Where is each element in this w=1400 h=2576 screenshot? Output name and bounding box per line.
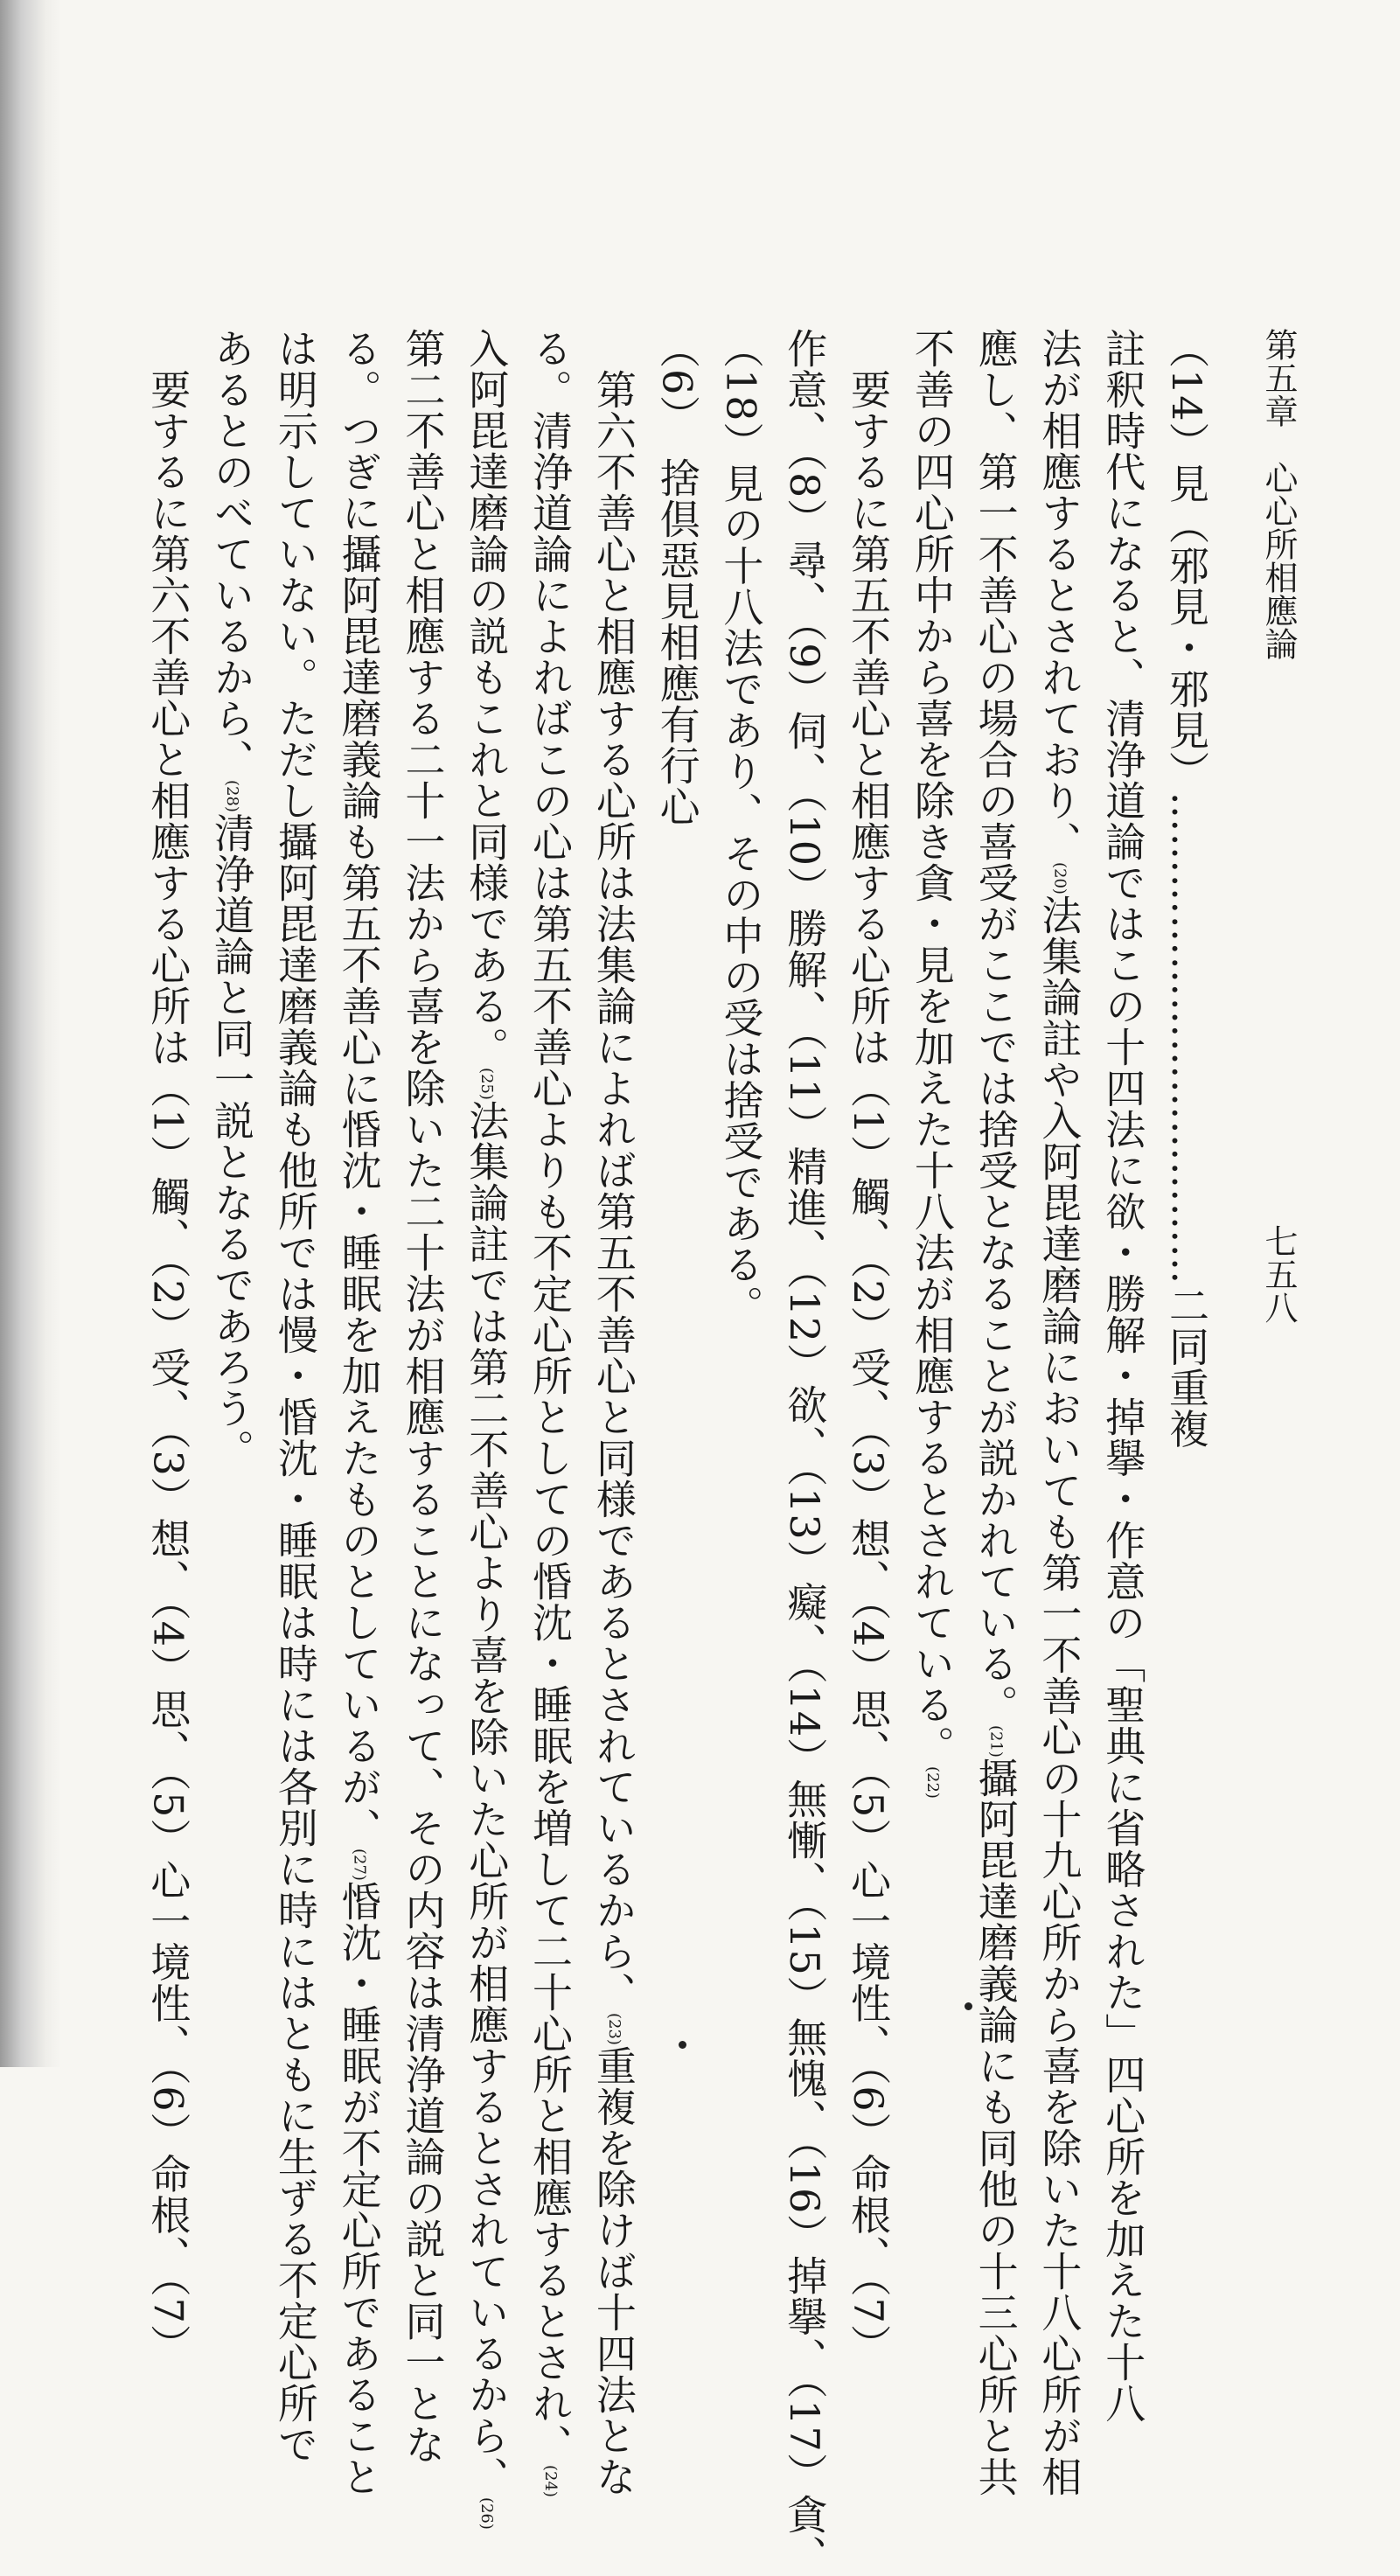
text-line <box>582 328 645 2497</box>
text-line <box>199 328 263 1814</box>
body-text <box>144 328 1218 2576</box>
page-number: 七五八 <box>1259 1224 1298 1324</box>
text-segment: 惛沈・睡眠が不定心所であること <box>335 1880 383 2497</box>
text-segment: は明示していない。ただし攝阿毘達磨義論も他所では慢・惛沈・睡眠は時には各別に時にはともに生ずる不定心所で <box>271 328 319 2465</box>
text-line <box>327 328 391 2497</box>
text-segment: 應し、第一不善心の場合の喜受がここでは捨受となることが説かれている。 <box>972 328 1020 1725</box>
text-segment: 攝阿毘達磨義論にも同他の十三心所と共 <box>972 1757 1020 2497</box>
footnote-marker: (25) <box>477 1068 497 1100</box>
text-line <box>1027 328 1091 2497</box>
text-line <box>772 328 836 2576</box>
text-segment: 作意、（8）尋、（9）伺、（10）勝解、（11）精進、（12）欲、（13）癡、（14）無慚、（15）無愧、（16）掉擧、（17）貪、 <box>781 328 829 2576</box>
footnote-marker: (28) <box>223 780 242 812</box>
text-line <box>836 328 900 2365</box>
running-head: 第五章 心心所相應論 <box>1259 328 1298 660</box>
text-segment: 法が相應するとされており、 <box>1035 328 1083 862</box>
text-line <box>900 328 964 1814</box>
text-segment: 第六不善心と相應する心所は法集論によれば第五不善心と同様であるとされているから、 <box>589 328 637 2013</box>
text-segment: 重複を除けば十四法とな <box>589 2044 637 2497</box>
text-line <box>1154 328 1218 1814</box>
text-line <box>454 328 518 2530</box>
text-segment: 要するに第五不善心と相應する心所は（1）觸、（2）受、（3）想、（4）思、（5）心一境性、（6）命根、（7） <box>845 328 893 2365</box>
text-segment: 要するに第六不善心と相應する心所は（1）觸、（2）受、（3）想、（4）思、（5）心一境性、（6）命根、（7） <box>144 328 192 2365</box>
text-segment: る。清浄道論によればこの心は第五不善心よりも不定心所としての惛沈・睡眠を増して二十心所と相應するとされ、 <box>526 328 575 2465</box>
text-segment: 法集論註では第二不善心より喜を除いた心所が相應するとされているから、 <box>463 1099 511 2497</box>
text-line <box>136 328 199 2365</box>
footnote-marker: (22) <box>923 1766 942 1799</box>
scan-speck <box>965 2002 972 2010</box>
text-line <box>964 328 1027 2497</box>
text-segment: 註釈時代になると、清浄道論ではこの十四法に欲・勝解・掉擧・作意の「聖典に省略された」四心所を加えた十八 <box>1099 328 1147 2424</box>
text-segment: 法集論註や入阿毘達磨論においても第一不善心の十九心所から喜を除いた十八心所が相 <box>1035 894 1083 2497</box>
scan-speck <box>679 2041 686 2049</box>
text-segment: （18）見の十八法であり、その中の受は捨受である。 <box>717 328 765 1326</box>
text-segment: 清浄道論と同一説となるであろう。 <box>208 811 256 1470</box>
footnote-marker: (20) <box>1050 862 1069 895</box>
text-line <box>391 328 455 2465</box>
text-line <box>709 328 773 1814</box>
text-segment: （14）見（邪見・邪見）………………………………二同重複 <box>1163 328 1210 1450</box>
text-line <box>263 328 327 2465</box>
text-line <box>1090 328 1154 2424</box>
footnote-marker: (26) <box>477 2496 497 2530</box>
text-line <box>518 328 582 2497</box>
footnote-marker: (21) <box>986 1725 1006 1758</box>
footnote-marker: (23) <box>604 2013 623 2045</box>
footnote-marker: (24) <box>541 2465 561 2497</box>
text-line <box>645 328 709 1814</box>
text-segment: 入阿毘達磨論の説もこれと同様である。 <box>463 328 511 1068</box>
text-segment: 不善の四心所中から喜を除き貪・見を加えた十八法が相應するとされている。 <box>908 328 956 1766</box>
text-segment: る。つぎに攝阿毘達磨義論も第五不善心に惛沈・睡眠を加えたものとしているが、 <box>335 328 383 1848</box>
text-segment: 第二不善心と相應する二十一法から喜を除いた二十法が相應することになって、その内容は清浄道論の説と同一とな <box>399 328 447 2465</box>
scan-shadow-edge <box>0 0 61 2067</box>
footnote-marker: (27) <box>350 1848 369 1881</box>
text-segment: （6） 捨倶惡見相應有行心 <box>653 328 701 828</box>
text-segment: あるとのべているから、 <box>208 328 256 780</box>
